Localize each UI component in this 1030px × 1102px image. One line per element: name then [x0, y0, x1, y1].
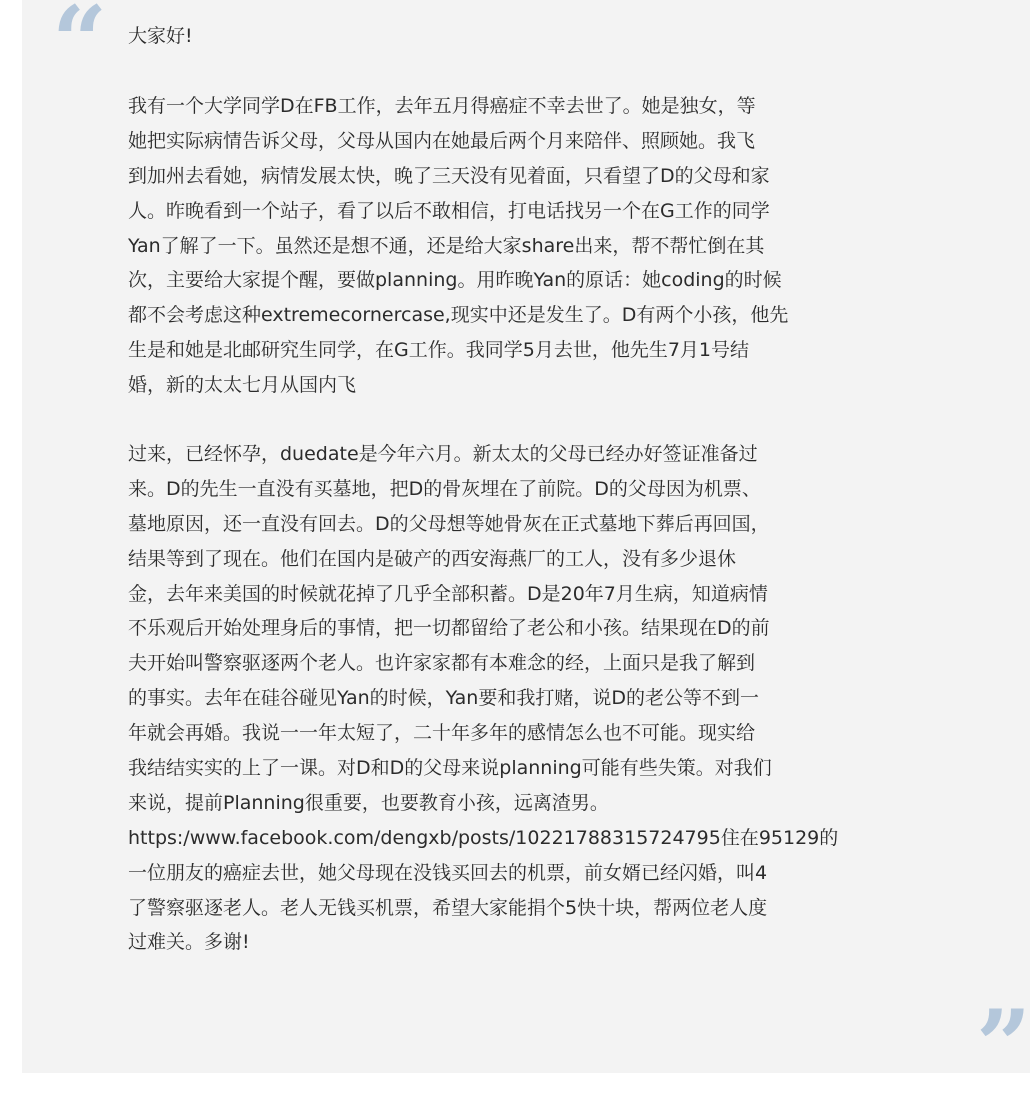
text-line: 次，主要给大家提个醒，要做planning。用昨晚Yan的原话：她coding的时候	[128, 269, 782, 292]
text-line: 过来，已经怀孕，duedate是今年六月。新太太的父母已经办好签证准备过	[128, 443, 758, 466]
text-line: 了警察驱逐老人。老人无钱买机票，希望大家能捐个5快十块，帮两位老人度	[128, 896, 768, 919]
text-line: 我有一个大学同学D在FB工作，去年五月得癌症不幸去世了。她是独女，等	[128, 95, 756, 117]
text-line: 生是和她是北邮研究生同学，在G工作。我同学5月去世，他先生7月1号结	[128, 339, 749, 362]
text-line: 婚，新的太太七月从国内飞	[128, 374, 357, 397]
text-line: 来。D的先生一直没有买墓地，把D的骨灰埋在了前院。D的父母因为机票、	[128, 477, 761, 500]
text-line: https:/www.facebook.com/dengxb/posts/10221788315724795住在95129的	[128, 826, 839, 849]
text-line: 夫开始叫警察驱逐两个老人。也许家家都有本难念的经，上面只是我了解到	[128, 652, 756, 675]
text-line: 不乐观后开始处理身后的事情，把一切都留给了老公和小孩。结果现在D的前	[128, 617, 770, 640]
text-line: 结果等到了现在。他们在国内是破产的西安海燕厂的工人，没有多少退休	[128, 547, 737, 570]
text-line: 的事实。去年在硅谷碰见Yan的时候，Yan要和我打赌，说D的老公等不到一	[128, 687, 759, 710]
text-line: 都不会考虑这种extremecornercase,现实中还是发生了。D有两个小孩，他先	[128, 304, 789, 327]
text-line: 一位朋友的癌症去世，她父母现在没钱买回去的机票，前女婿已经闪婚，叫4	[128, 861, 768, 884]
text-line: 年就会再婚。我说一一年太短了，二十年多年的感情怎么也不可能。现实给	[128, 722, 756, 745]
text-line: 金，去年来美国的时候就花掉了几乎全部积蓄。D是20年7月生病，知道病情	[128, 582, 768, 605]
paragraph-1	[128, 89, 928, 403]
post-content	[128, 16, 928, 960]
text-line: 我结结实实的上了一课。对D和D的父母来说planning可能有些失策。对我们	[128, 757, 772, 780]
open-quote-icon: “	[52, 0, 98, 98]
text-line: Yan了解了一下。虽然还是想不通，还是给大家share出来，帮不帮忙倒在其	[128, 234, 765, 257]
text-line: 她把实际病情告诉父母，父母从国内在她最后两个月来陪伴、照顾她。我飞	[128, 129, 756, 152]
text-line: 来说，提前Planning很重要，也要教育小孩，远离渣男。	[128, 791, 609, 814]
text-line: 墓地原因，还一直没有回去。D的父母想等她骨灰在正式墓地下葬后再回国，	[128, 512, 770, 535]
greeting: 大家好!	[128, 25, 193, 47]
text-line: 人。昨晚看到一个站子，看了以后不敢相信，打电话找另一个在G工作的同学	[128, 199, 770, 222]
text-line: 到加州去看她，病情发展太快，晚了三天没有见着面，只看望了D的父母和家	[128, 164, 770, 187]
close-quote-icon: ”	[976, 989, 1022, 1102]
paragraph-2	[128, 437, 928, 960]
text-line: 过难关。多谢!	[128, 931, 250, 954]
